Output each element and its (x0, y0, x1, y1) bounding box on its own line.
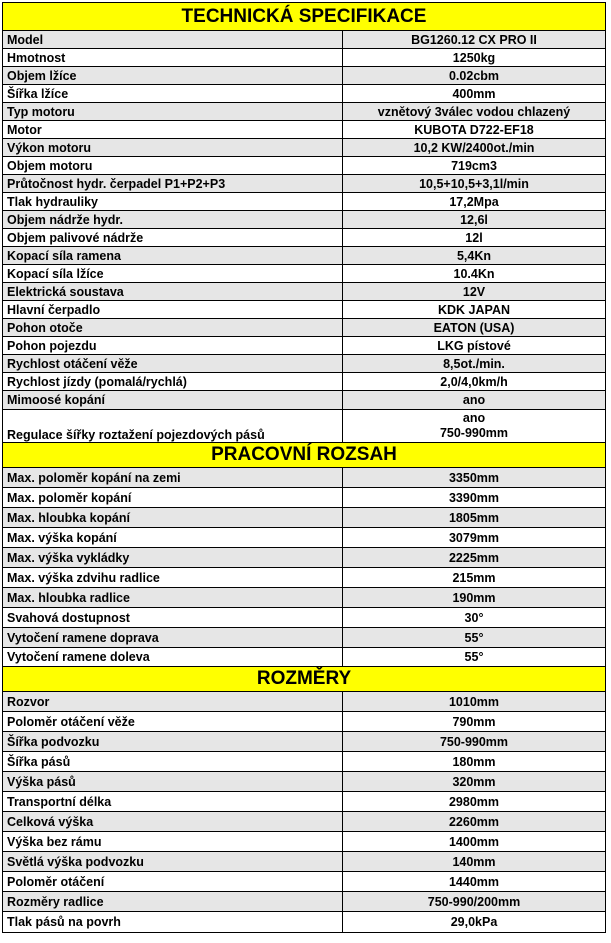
spec-value: 1010mm (343, 692, 606, 712)
spec-row (3, 85, 606, 103)
spec-value: 3350mm (343, 468, 606, 488)
spec-label: Objem palivové nádrže (3, 229, 343, 247)
spec-value: 12V (343, 283, 606, 301)
spec-label: Vytočení ramene doprava (3, 628, 343, 648)
spec-label: Rychlost jízdy (pomalá/rychlá) (3, 373, 343, 391)
spec-value: 1400mm (343, 832, 606, 852)
spec-row (3, 588, 606, 608)
spec-value: 17,2Mpa (343, 193, 606, 211)
spec-row (3, 712, 606, 732)
spec-row (3, 628, 606, 648)
spec-value: 3079mm (343, 528, 606, 548)
spec-row (3, 319, 606, 337)
spec-row (3, 648, 606, 667)
spec-value: 10.4Kn (343, 265, 606, 283)
spec-row (3, 283, 606, 301)
spec-value: 180mm (343, 752, 606, 772)
spec-label: Kopací síla lžíce (3, 265, 343, 283)
spec-label: Pohon pojezdu (3, 337, 343, 355)
spec-value: ano (462, 411, 486, 425)
spec-row (3, 103, 606, 121)
spec-value: 29,0kPa (343, 912, 606, 933)
spec-value: 0.02cbm (343, 67, 606, 85)
section-title: TECHNICKÁ SPECIFIKACE (3, 3, 606, 31)
spec-row (3, 508, 606, 528)
spec-label: Max. hloubka radlice (3, 588, 343, 608)
spec-value: vznětový 3válec vodou chlazený (343, 103, 606, 121)
spec-label: Rozměry radlice (3, 892, 343, 912)
spec-value: 140mm (343, 852, 606, 872)
spec-value: 190mm (343, 588, 606, 608)
section-header (3, 3, 606, 31)
spec-row (3, 391, 606, 410)
spec-row (3, 772, 606, 792)
spec-row (3, 732, 606, 752)
spec-row (3, 193, 606, 211)
spec-row (3, 812, 606, 832)
spec-label: Šířka lžíce (3, 85, 343, 103)
spec-row (3, 301, 606, 319)
spec-label: Max. poloměr kopání (3, 488, 343, 508)
spec-value: 8,5ot./min. (343, 355, 606, 373)
spec-label: Motor (3, 121, 343, 139)
spec-value: 12,6l (343, 211, 606, 229)
spec-value: 719cm3 (343, 157, 606, 175)
spec-row (3, 410, 606, 443)
spec-value: KDK JAPAN (343, 301, 606, 319)
spec-label: Mimoosé kopání (3, 391, 343, 410)
spec-label: Poloměr otáčení (3, 872, 343, 892)
spec-row (3, 139, 606, 157)
spec-value: 10,5+10,5+3,1l/min (343, 175, 606, 193)
spec-row (3, 488, 606, 508)
spec-sheet (2, 2, 605, 933)
spec-row (3, 211, 606, 229)
spec-row (3, 692, 606, 712)
spec-label: Elektrická soustava (3, 283, 343, 301)
spec-label: Celková výška (3, 812, 343, 832)
spec-label: Rozvor (3, 692, 343, 712)
spec-row (3, 568, 606, 588)
spec-value: 12l (343, 229, 606, 247)
spec-value: ano (343, 391, 606, 410)
spec-value: 55° (343, 648, 606, 667)
spec-label: Poloměr otáčení věže (3, 712, 343, 732)
spec-row (3, 528, 606, 548)
spec-value: 790mm (343, 712, 606, 732)
spec-label: Svahová dostupnost (3, 608, 343, 628)
spec-row (3, 229, 606, 247)
section-title: PRACOVNÍ ROZSAH (3, 443, 606, 468)
spec-value: 2,0/4,0km/h (343, 373, 606, 391)
spec-row (3, 912, 606, 933)
spec-label: Hmotnost (3, 49, 343, 67)
spec-label: Max. výška vykládky (3, 548, 343, 568)
spec-label: Regulace šířky roztažení pojezdových pásů (3, 410, 343, 443)
spec-value-secondary: 750-990mm (439, 426, 509, 440)
spec-label: Výška pásů (3, 772, 343, 792)
spec-label: Kopací síla ramena (3, 247, 343, 265)
spec-row (3, 247, 606, 265)
spec-label: Max. výška zdvihu radlice (3, 568, 343, 588)
spec-value: EATON (USA) (343, 319, 606, 337)
spec-row (3, 157, 606, 175)
spec-value: 1805mm (343, 508, 606, 528)
spec-row (3, 31, 606, 49)
spec-value-group (343, 410, 606, 443)
spec-label: Vytočení ramene doleva (3, 648, 343, 667)
spec-label: Výška bez rámu (3, 832, 343, 852)
spec-value: 2980mm (343, 792, 606, 812)
spec-row (3, 608, 606, 628)
spec-label: Pohon otoče (3, 319, 343, 337)
spec-row (3, 548, 606, 568)
spec-value: 750-990mm (343, 732, 606, 752)
section-header (3, 443, 606, 468)
spec-row (3, 49, 606, 67)
spec-value: 400mm (343, 85, 606, 103)
spec-label: Rychlost otáčení věže (3, 355, 343, 373)
spec-row (3, 852, 606, 872)
spec-table (2, 2, 606, 933)
spec-value: 10,2 KW/2400ot./min (343, 139, 606, 157)
spec-label: Objem motoru (3, 157, 343, 175)
spec-row (3, 468, 606, 488)
spec-value: 2225mm (343, 548, 606, 568)
spec-row (3, 373, 606, 391)
spec-label: Šířka podvozku (3, 732, 343, 752)
spec-label: Světlá výška podvozku (3, 852, 343, 872)
spec-value: 750-990/200mm (343, 892, 606, 912)
spec-value: 2260mm (343, 812, 606, 832)
spec-row (3, 337, 606, 355)
spec-value: LKG pístové (343, 337, 606, 355)
spec-value: 55° (343, 628, 606, 648)
spec-value: 30° (343, 608, 606, 628)
spec-label: Objem nádrže hydr. (3, 211, 343, 229)
section-header (3, 667, 606, 692)
spec-value: 5,4Kn (343, 247, 606, 265)
spec-label: Max. poloměr kopání na zemi (3, 468, 343, 488)
spec-label: Výkon motoru (3, 139, 343, 157)
spec-row (3, 792, 606, 812)
spec-row (3, 355, 606, 373)
spec-value: KUBOTA D722-EF18 (343, 121, 606, 139)
spec-label: Transportní délka (3, 792, 343, 812)
spec-row (3, 832, 606, 852)
spec-label: Tlak pásů na povrh (3, 912, 343, 933)
spec-value: 215mm (343, 568, 606, 588)
spec-label: Tlak hydrauliky (3, 193, 343, 211)
spec-row (3, 67, 606, 85)
spec-row (3, 175, 606, 193)
spec-label: Průtočnost hydr. čerpadel P1+P2+P3 (3, 175, 343, 193)
spec-value: 3390mm (343, 488, 606, 508)
spec-label: Max. výška kopání (3, 528, 343, 548)
spec-label: Objem lžíce (3, 67, 343, 85)
spec-label: Hlavní čerpadlo (3, 301, 343, 319)
spec-label: Typ motoru (3, 103, 343, 121)
spec-row (3, 892, 606, 912)
spec-row (3, 121, 606, 139)
spec-label: Model (3, 31, 343, 49)
spec-value: 320mm (343, 772, 606, 792)
spec-row (3, 872, 606, 892)
spec-value: 1440mm (343, 872, 606, 892)
spec-value: BG1260.12 CX PRO II (343, 31, 606, 49)
section-title: ROZMĚRY (3, 667, 606, 692)
spec-value: 1250kg (343, 49, 606, 67)
spec-row (3, 752, 606, 772)
spec-label: Šířka pásů (3, 752, 343, 772)
spec-row (3, 265, 606, 283)
spec-label: Max. hloubka kopání (3, 508, 343, 528)
